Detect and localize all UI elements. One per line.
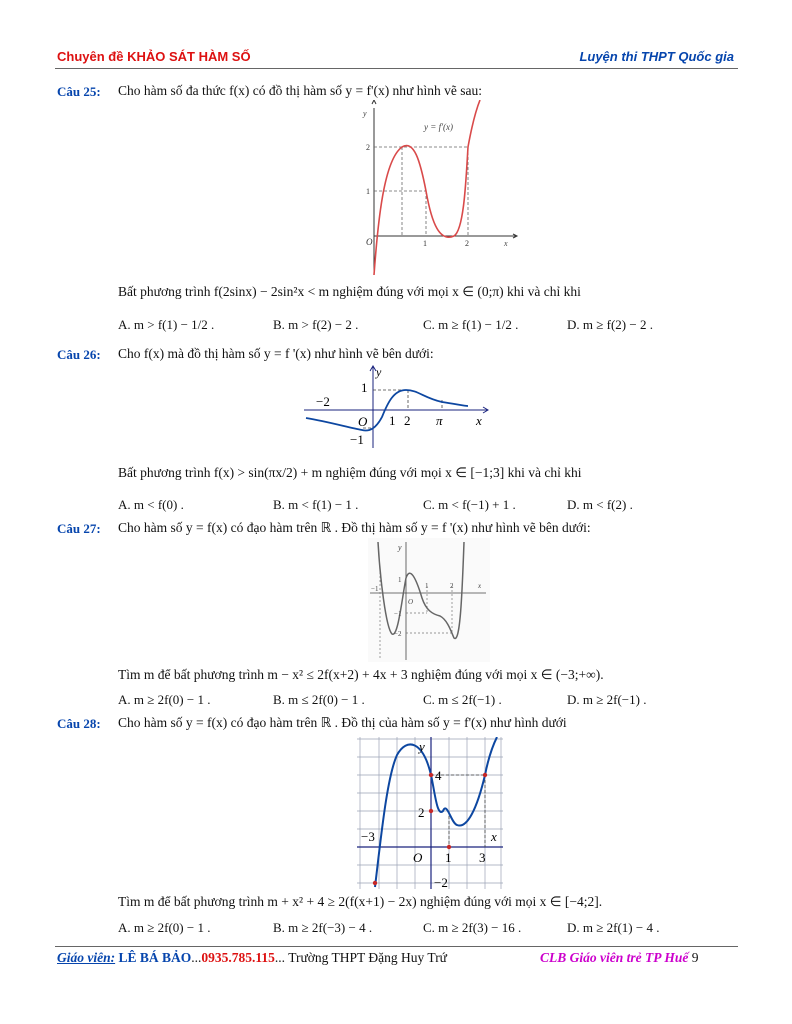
q26-tick-2: 2: [404, 413, 411, 428]
q27-problem: Tìm m để bất phương trình m − x² ≤ 2f(x+2) + 4x + 3 nghiệm đúng với mọi x ∈ (−3;+∞).: [118, 667, 604, 682]
footer-club: CLB Giáo viên trẻ TP Huế: [540, 950, 689, 965]
q26-tick-neg2: −2: [316, 394, 330, 409]
footer: Giáo viên: LÊ BÁ BẢO...0935.785.115... Trường THPT Đặng Huy Trứ: [57, 950, 448, 965]
q26-label: Câu 26:: [57, 347, 101, 362]
q27-tick-2: 2: [450, 582, 454, 590]
q25-tick-y2: 2: [366, 143, 370, 152]
q25-answer-d: D. m ≥ f(2) − 2 .: [567, 317, 653, 332]
q25-legend: y = f'(x): [424, 122, 453, 132]
q28-graph: [357, 737, 503, 889]
q27-label: Câu 27:: [57, 521, 101, 536]
q27-tick-neg1: −1: [371, 585, 379, 593]
q25-y-label: y: [363, 109, 367, 118]
q25-answer-c: C. m ≥ f(1) − 1/2 .: [423, 317, 519, 332]
q27-x-label: x: [478, 582, 482, 590]
header-divider: [55, 68, 738, 69]
q25-tick-x1: 1: [423, 239, 427, 248]
q27-tick-yneg2: −2: [394, 630, 402, 638]
q25-tick-y1: 1: [366, 187, 370, 196]
q28-answer-a: A. m ≥ 2f(0) − 1 .: [118, 920, 211, 935]
footer-divider: [55, 946, 738, 947]
q27-answer-d: D. m ≥ 2f(−1) .: [567, 692, 647, 707]
q26-tick-y1: 1: [361, 380, 368, 395]
q28-problem: Tìm m để bất phương trình m + x² + 4 ≥ 2(f(x+1) − 2x) nghiệm đúng với mọi x ∈ [−4;2].: [118, 894, 603, 909]
q27-y-label: y: [398, 543, 402, 552]
q27-graph: [368, 538, 490, 662]
q28-intro: Cho hàm số y = f(x) có đạo hàm trên ℝ . Đồ thị của hàm số y = f'(x) như hình dưới: [118, 715, 567, 730]
q28-x-label: x: [491, 829, 497, 844]
q25-graph: [352, 100, 524, 280]
q28-origin: O: [413, 850, 423, 865]
page-number: 9: [691, 950, 699, 965]
q25-origin: O: [366, 237, 373, 247]
q25-answer-b: B. m > f(2) − 2 .: [273, 317, 359, 332]
q28-y-label: y: [419, 739, 425, 754]
q26-tick-1: 1: [389, 413, 396, 428]
q28-grid: [357, 737, 503, 889]
q25-answer-a: A. m > f(1) − 1/2 .: [118, 317, 215, 332]
q27-answer-a: A. m ≥ 2f(0) − 1 .: [118, 692, 211, 707]
footer-right: [540, 950, 699, 966]
q26-answer-d: D. m < f(2) .: [567, 497, 633, 512]
q26-tick-yneg1: −1: [350, 432, 364, 447]
header-left: Chuyên đề KHẢO SÁT HÀM SỐ: [57, 49, 251, 64]
q28-tick-y2: 2: [418, 805, 425, 820]
q28-answer-d: D. m ≥ 2f(1) − 4 .: [567, 920, 660, 935]
q26-answer-a: A. m < f(0) .: [118, 497, 184, 512]
q27-answer-c: C. m ≤ 2f(−1) .: [423, 692, 502, 707]
q28-tick-neg3: −3: [361, 829, 375, 844]
q28-label: Câu 28:: [57, 716, 101, 731]
q26-intro: Cho f(x) mà đồ thị hàm số y = f '(x) như hình vẽ bên dưới:: [118, 346, 434, 361]
q25-x-label: x: [504, 239, 508, 248]
q26-problem: Bất phương trình f(x) > sin(πx/2) + m nghiệm đúng với mọi x ∈ [−1;3] khi và chỉ khi: [118, 465, 582, 480]
q27-tick-yneg1: −1: [394, 610, 402, 618]
q26-origin: O: [358, 414, 368, 429]
footer-phone: 0935.785.115: [201, 950, 275, 965]
q28-tick-3: 3: [479, 850, 486, 865]
q28-answer-b: B. m ≥ 2f(−3) − 4 .: [273, 920, 373, 935]
q27-answer-b: B. m ≤ 2f(0) − 1 .: [273, 692, 365, 707]
q25-tick-x2: 2: [465, 239, 469, 248]
q27-tick-1: 1: [425, 582, 429, 590]
q28-tick-y4: 4: [435, 768, 442, 783]
q25-problem: Bất phương trình f(2sinx) − 2sin²x < m nghiệm đúng với mọi x ∈ (0;π) khi và chỉ khi: [118, 284, 581, 299]
q28-tick-yneg2: −2: [434, 875, 448, 889]
footer-school: Trường THPT Đặng Huy Trứ: [288, 950, 448, 965]
q26-y-label: y: [376, 365, 382, 379]
q25-label: Câu 25:: [57, 84, 101, 99]
q26-x-label: x: [476, 413, 482, 428]
q25-intro: Cho hàm số đa thức f(x) có đồ thị hàm số y = f'(x) như hình vẽ sau:: [118, 83, 482, 98]
q28-tick-1: 1: [445, 850, 452, 865]
q27-origin: O: [408, 598, 414, 606]
header-right: Luyện thi THPT Quốc gia: [579, 49, 734, 64]
footer-name: LÊ BÁ BẢO: [118, 950, 192, 965]
footer-teacher-label: Giáo viên:: [57, 950, 116, 965]
q26-tick-pi: π: [436, 413, 443, 428]
q28-answer-c: C. m ≥ 2f(3) − 16 .: [423, 920, 522, 935]
q27-intro: Cho hàm số y = f(x) có đạo hàm trên ℝ . Đồ thị hàm số y = f '(x) như hình vẽ bên dưới:: [118, 520, 591, 535]
q27-tick-y1: 1: [398, 576, 402, 584]
q26-answer-c: C. m < f(−1) + 1 .: [423, 497, 516, 512]
q26-graph: [300, 362, 492, 450]
q26-answer-b: B. m < f(1) − 1 .: [273, 497, 359, 512]
